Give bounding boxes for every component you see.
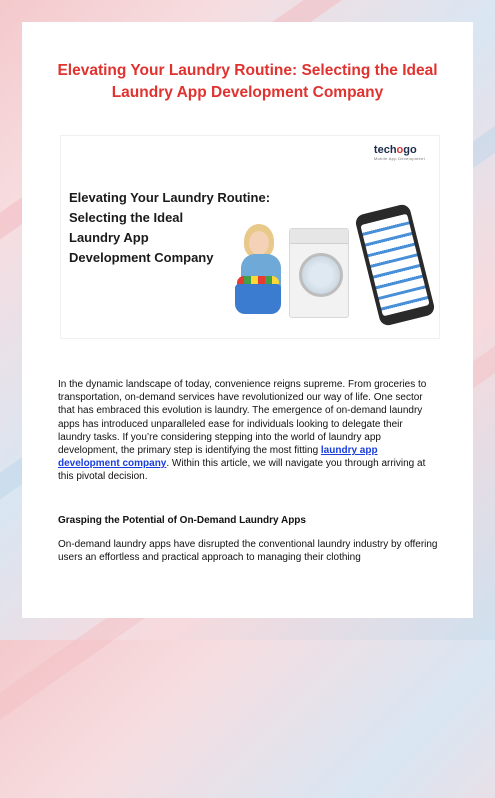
woman-face <box>249 231 269 255</box>
logo-prefix: tech <box>373 144 397 156</box>
banner-heading-line: Elevating Your Laundry Routine: <box>69 190 271 205</box>
logo-tagline: Mobile App Development <box>373 156 425 161</box>
banner-heading-line: Development Company <box>69 250 214 265</box>
washer-control-panel <box>290 229 348 244</box>
section-paragraph: On-demand laundry apps have disrupted the conventional laundry industry by offering users an effortless and practical approach to managing their clothing <box>58 539 438 564</box>
banner-image <box>60 135 440 339</box>
intro-text-end: . Within this article, we will navigate you through arriving at this pivotal decision. <box>58 458 426 483</box>
laundry-app-development-link[interactable]: laundry app development company <box>58 445 378 470</box>
logo-accent: o <box>396 144 404 156</box>
techugo-logo <box>374 144 425 161</box>
section-heading: Grasping the Potential of On-Demand Laundry Apps <box>58 515 306 526</box>
banner-heading-line: Selecting the Ideal <box>69 210 184 225</box>
document-title: Elevating Your Laundry Routine: Selecting the Ideal Laundry App Development Company <box>57 62 438 101</box>
phone-app-screen <box>360 214 429 317</box>
washing-machine-illustration <box>289 228 349 318</box>
laundry-basket <box>235 284 281 314</box>
intro-text: In the dynamic landscape of today, convenience reigns supreme. From groceries to transportation, on-demand services have revolutionized our way of life. One sector that has embraced this evolution is laundry. The emergence of on-demand laundry apps has introduced unparalleled ease for individuals looking to delegate their laundry tasks. If you’re considering stepping into the world of laundry app development, the primary step is identifying the most fitting <box>58 379 427 457</box>
smartphone-illustration <box>354 203 436 327</box>
document-page <box>22 22 473 618</box>
logo-suffix: go <box>403 144 417 156</box>
intro-paragraph <box>58 378 438 484</box>
washer-door <box>299 253 343 297</box>
banner-heading-line: Laundry App <box>69 230 149 245</box>
